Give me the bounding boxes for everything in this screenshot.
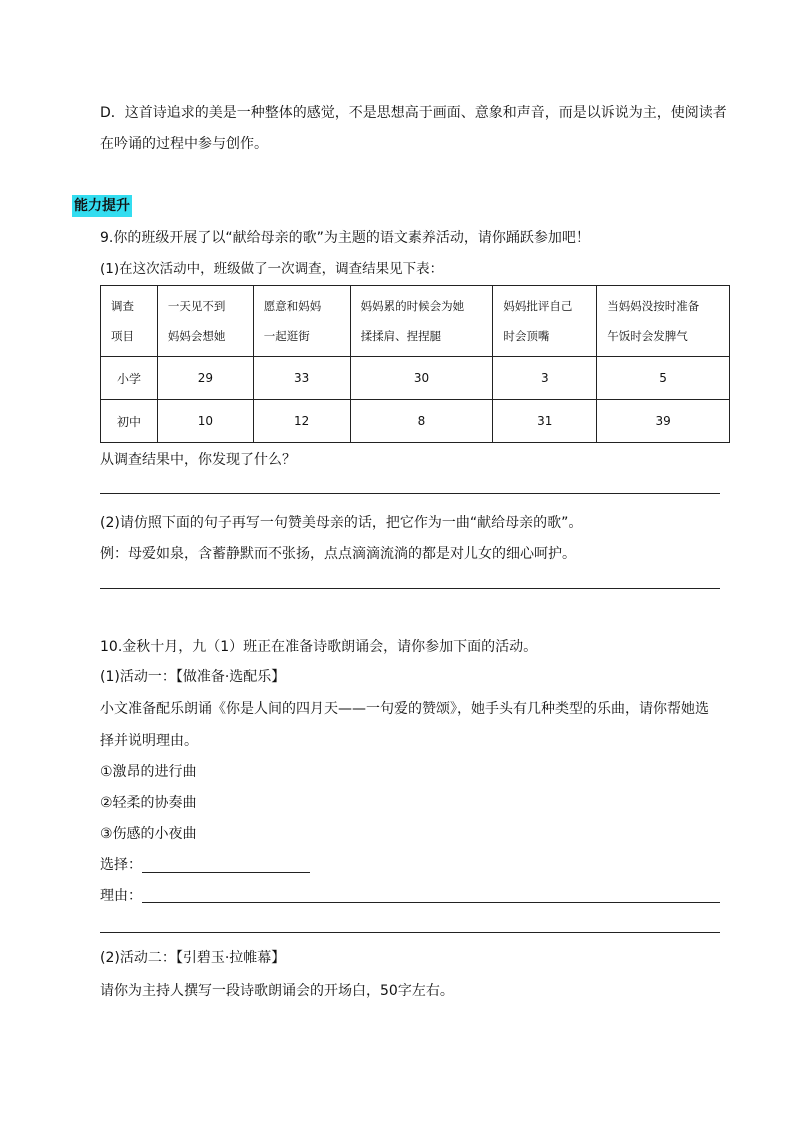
reason-label: 理由： (100, 888, 142, 904)
reason-answer-line[interactable] (142, 902, 720, 903)
choice-answer-line[interactable] (142, 872, 310, 873)
table-cell: 5 (597, 357, 730, 400)
reason-answer-line-2[interactable] (100, 932, 720, 933)
table-header-cell: 调查 项目 (101, 286, 158, 357)
table-cell: 8 (350, 400, 493, 443)
table-header-cell: 妈妈累的时候会为她 揉揉肩、捏捏腿 (350, 286, 493, 357)
table-cell: 3 (493, 357, 597, 400)
table-header-cell: 一天见不到 妈妈会想她 (157, 286, 253, 357)
q9-title: 9.你的班级开展了以“献给母亲的歌”为主题的语文素养活动，请你踊跃参加吧！ (100, 230, 590, 246)
q9-part2-prompt: (2)请仿照下面的句子再写一句赞美母亲的话，把它作为一曲“献给母亲的歌”。 (100, 515, 583, 531)
table-header-row (101, 286, 730, 357)
table-header-cell: 当妈妈没按时准备 午饭时会发脾气 (597, 286, 730, 357)
q10-activity2: (2)活动二：【引碧玉·拉帷幕】 (100, 950, 286, 966)
table-row (101, 400, 730, 443)
table-cell: 33 (253, 357, 350, 400)
q9-part1-question: 从调查结果中，你发现了什么？ (100, 452, 296, 468)
q10-intro-line-1: 小文准备配乐朗诵《你是人间的四月天——一句爱的赞颂》，她手头有几种类型的乐曲，请你帮她选 (100, 701, 709, 717)
table-cell: 10 (157, 400, 253, 443)
q9-example: 例：母爱如泉，含蓄静默而不张扬，点点滴滴流淌的都是对儿女的细心呵护。 (100, 546, 576, 562)
table-cell: 29 (157, 357, 253, 400)
music-option-2: ②轻柔的协奏曲 (100, 795, 197, 811)
table-header-cell: 妈妈批评自己 时会顶嘴 (493, 286, 597, 357)
table-cell: 39 (597, 400, 730, 443)
choice-label: 选择： (100, 857, 142, 873)
q10-intro-line-2: 择并说明理由。 (100, 733, 198, 749)
option-d-line-1: D．这首诗追求的美是一种整体的感觉，不是思想高于画面、意象和声音，而是以诉说为主，使阅读者 (100, 105, 727, 121)
table-row (101, 357, 730, 400)
table-row-label: 初中 (101, 400, 158, 443)
answer-line-1[interactable] (100, 493, 720, 494)
table-cell: 30 (350, 357, 493, 400)
table-cell: 31 (493, 400, 597, 443)
table-cell: 12 (253, 400, 350, 443)
option-d-line-2: 在吟诵的过程中参与创作。 (100, 136, 268, 152)
q10-activity1: (1)活动一：【做准备·选配乐】 (100, 669, 286, 685)
q10-title: 10.金秋十月，九（1）班正在准备诗歌朗诵会，请你参加下面的活动。 (100, 639, 538, 655)
section-heading: 能力提升 (72, 195, 132, 217)
q9-part1-prompt: (1)在这次活动中，班级做了一次调查，调查结果见下表： (100, 261, 444, 277)
table-header-cell: 愿意和妈妈 一起逛街 (253, 286, 350, 357)
music-option-1: ①激昂的进行曲 (100, 764, 197, 780)
q10-activity2-task: 请你为主持人撰写一段诗歌朗诵会的开场白，50字左右。 (100, 983, 454, 999)
survey-table (100, 285, 730, 443)
table-row-label: 小学 (101, 357, 158, 400)
music-option-3: ③伤感的小夜曲 (100, 826, 197, 842)
answer-line-2[interactable] (100, 588, 720, 589)
